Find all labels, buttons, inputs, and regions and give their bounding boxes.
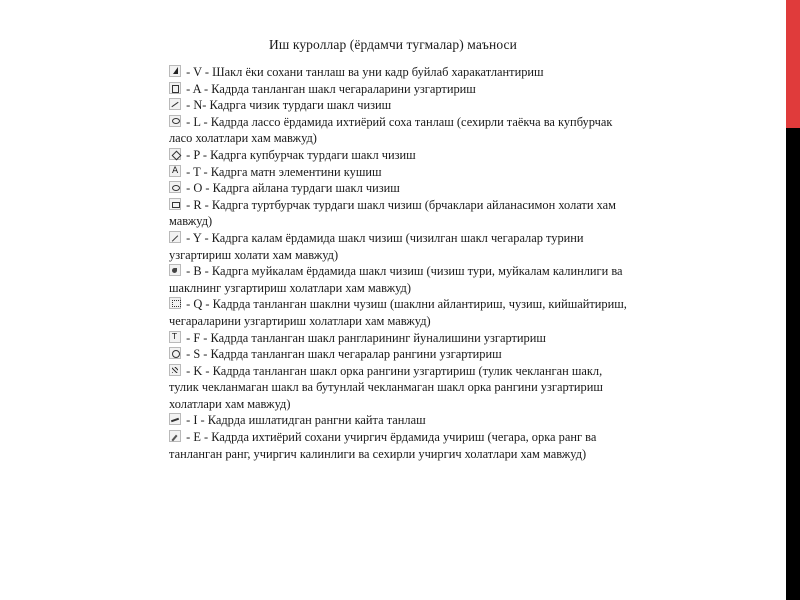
- ink-bottle-tool-icon: [169, 347, 181, 359]
- list-item-text: - K - Кадрда танланган шакл орка рангини узгартириш (тулик чекланган шакл, тулик чекланмаган шакл ва бутунлай чекланмаган шакл орка рангини узгартириш холатлари хам мавжуд): [169, 363, 603, 411]
- list-item: [169, 81, 629, 98]
- tool-list: [169, 64, 629, 462]
- list-item-text: - F - Кадрда танланган шакл рангларининг йуналишини узгартириш: [183, 330, 546, 345]
- list-item: [169, 164, 629, 181]
- list-item: [169, 346, 629, 363]
- list-item-text: - B - Кадрга муйкалам ёрдамида шакл чизиш (чизиш тури, муйкалам калинлиги ва шаклнинг узгартириш холатлари хам мавжуд): [169, 264, 623, 295]
- list-item-text: - A - Кадрда танланган шакл чегараларини узгартириш: [183, 81, 476, 96]
- eraser-tool-icon: [169, 430, 181, 442]
- subselect-tool-icon: [169, 82, 181, 94]
- list-item: [169, 97, 629, 114]
- page-title: Иш куроллар (ёрдамчи тугмалар) маъноси: [269, 37, 517, 52]
- list-item: [169, 330, 629, 347]
- list-item-text: - S - Кадрда танланган шакл чегаралар рангини узгартириш: [183, 347, 502, 362]
- list-item: [169, 429, 629, 462]
- decorative-bar-black: [786, 128, 800, 600]
- list-item-text: - T - Кадрга матн элементини кушиш: [183, 164, 382, 179]
- list-item: [169, 263, 629, 296]
- list-item-text: - I - Кадрда ишлатидган рангни кайта танлаш: [183, 413, 426, 428]
- list-item: [169, 412, 629, 429]
- pencil-tool-icon: [169, 231, 181, 243]
- list-item-text: - N- Кадрга чизик турдаги шакл чизиш: [183, 98, 392, 113]
- polystar-tool-icon: [169, 148, 181, 160]
- eyedropper-tool-icon: [169, 413, 181, 425]
- list-item: [169, 114, 629, 147]
- fill-transform-tool-icon: [169, 331, 181, 343]
- list-item-text: - L - Кадрда лассо ёрдамида ихтиёрий соха танлаш (сехирли таёкча ва купбурчак ласо холатлари хам мавжуд): [169, 114, 613, 146]
- list-item-text: - E - Кадрда ихтиёрий сохани учиргич ёрдамида учириш (чегара, орка ранг ва танланган ранг, учиргич калинлиги ва сехирли учиргич холатлари хам мавжуд): [169, 430, 597, 461]
- oval-tool-icon: [169, 181, 181, 193]
- decorative-bar-red: [786, 0, 800, 128]
- list-item: [169, 180, 629, 197]
- rectangle-tool-icon: [169, 198, 181, 210]
- list-item: [169, 296, 629, 329]
- list-item: [169, 230, 629, 263]
- list-item: [169, 147, 629, 164]
- lasso-tool-icon: [169, 115, 181, 127]
- list-item-text: - O - Кадрга айлана турдаги шакл чизиш: [183, 181, 400, 196]
- list-item-text: - Y - Кадрга калам ёрдамида шакл чизиш (чизилган шакл чегаралар турини узгартириш холати хам мавжуд): [169, 230, 584, 262]
- list-item: [169, 64, 629, 81]
- brush-tool-icon: [169, 264, 181, 276]
- list-item-text: - P - Кадрга купбурчак турдаги шакл чизиш: [183, 147, 416, 162]
- list-item-text: - R - Кадрга туртбурчак турдаги шакл чизиш (брчаклари айланасимон холати хам мавжуд): [169, 197, 616, 229]
- arrow-tool-icon: [169, 65, 181, 77]
- list-item: [169, 363, 629, 413]
- list-item-text: - Q - Кадрда танланган шаклни чузиш (шаклни айлантириш, чузиш, кийшайтириш, чегараларини узгартириш холатлари хам мавжуд): [169, 297, 627, 328]
- text-tool-icon: [169, 165, 181, 177]
- free-transform-tool-icon: [169, 297, 181, 309]
- paint-bucket-tool-icon: [169, 364, 181, 376]
- line-tool-icon: [169, 98, 181, 110]
- list-item: [169, 197, 629, 230]
- list-item-text: - V - Шакл ёки сохани танлаш ва уни кадр буйлаб харакатлантириш: [183, 65, 544, 79]
